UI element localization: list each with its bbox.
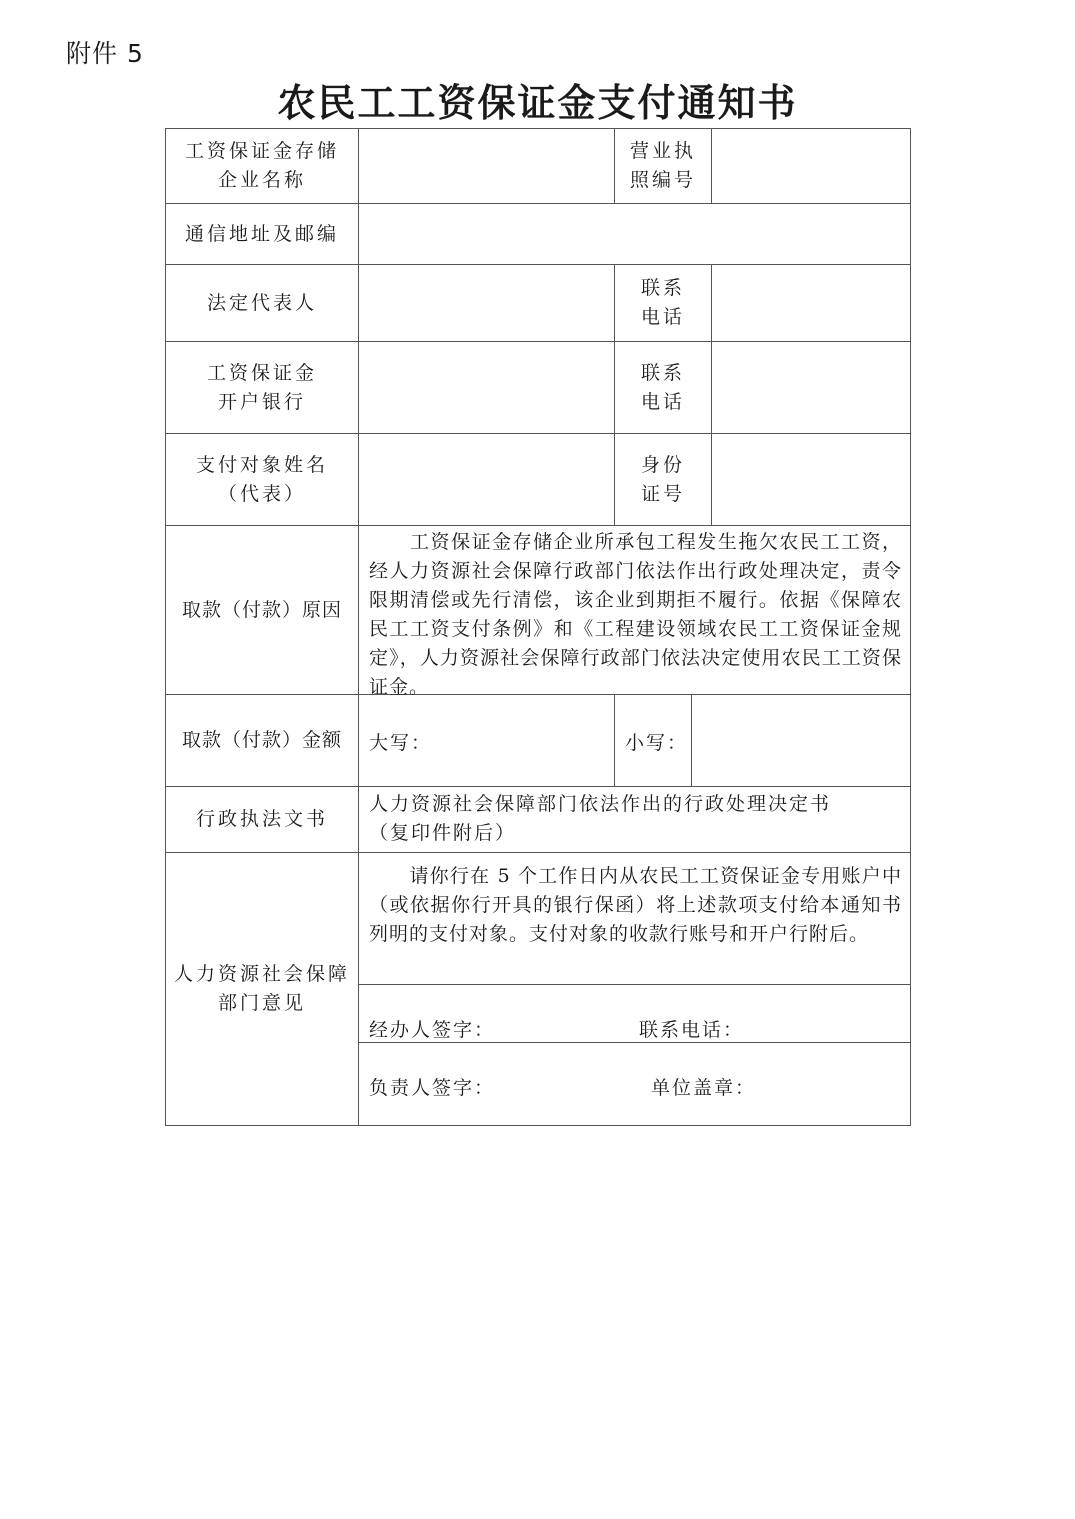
payee-label-line2: （代表） [217,482,306,505]
phone-label-line2: 电话 [640,390,685,413]
unit-seal-label: 单位盖章： [651,1077,757,1099]
handler-sign-label: 经办人签字： [369,1019,496,1041]
payee-label [166,434,358,525]
legal-rep-field[interactable] [359,265,614,341]
document-text-line2: （复印件附后） [369,822,517,844]
reason-text: 工资保证金存储企业所承包工程发生拖欠农民工工资，经人力资源社会保障行政部门依法作出行政处理决定，责令限期清偿或先行清偿，该企业到期拒不履行。依据《保障农民工工资支付条例》和《工程建设领域农民工工资保证金规定》，人力资源社会保障行政部门依法决定使用农民工工资保证金。 [369,531,902,698]
opinion-label-line1: 人力资源社会保障 [173,963,350,985]
reason-label [166,526,358,694]
license-label-line2: 照编号 [629,169,696,191]
amount-uppercase-label: 大写： [369,732,433,754]
license-number-label [615,129,711,203]
id-label-line2: 证号 [640,482,685,505]
enterprise-label-line1: 工资保证金存储 [184,140,339,162]
amount-uppercase-field[interactable] [426,695,614,786]
phone-label-line1: 联系 [640,361,685,384]
phone-label-line2: 电话 [640,306,685,328]
page-title: 农民工工资保证金支付通知书 [277,80,798,125]
legal-rep-label-text: 法定代表人 [206,291,317,314]
payee-label-line1: 支付对象姓名 [195,453,328,476]
amount-label-text: 取款（付款）金额 [181,729,342,751]
document-label [166,787,358,852]
contact-phone-label: 联系电话： [639,1019,745,1041]
amount-lowercase-label: 小写： [625,732,689,754]
address-field[interactable] [359,204,910,264]
bank-field[interactable] [359,342,614,433]
opinion-text: 请你行在 5 个工作日内从农民工工资保证金专用账户中（或依据你行开具的银行保函）将上述款项支付给本通知书列明的支付对象。支付对象的收款行账号和开户行附后。 [369,865,902,945]
license-number-field[interactable] [712,129,910,203]
notice-form [165,128,911,1126]
bank-label-line1: 工资保证金 [206,361,317,384]
document-label-text: 行政执法文书 [195,808,328,830]
bank-label [166,342,358,433]
bank-phone-field[interactable] [712,342,910,433]
opinion-label-line2: 部门意见 [217,992,306,1014]
legal-rep-label [166,265,358,341]
amount-label [166,695,358,786]
enterprise-name-field[interactable] [359,129,614,203]
opinion-divider [358,1042,910,1043]
opinion-divider [358,984,910,985]
id-number-label [615,434,711,525]
legal-rep-phone-label [615,265,711,341]
license-label-line1: 营业执 [629,140,696,162]
amount-lowercase-field[interactable] [692,695,910,786]
column-divider [614,694,615,786]
legal-rep-phone-field[interactable] [712,265,910,341]
enterprise-name-label [166,129,358,203]
attachment-number: 附件 5 [66,39,144,68]
opinion-label [166,853,358,1125]
address-label-text: 通信地址及邮编 [184,222,339,245]
reason-label-text: 取款（付款）原因 [181,598,342,621]
payee-field[interactable] [359,434,614,525]
phone-label-line1: 联系 [640,277,685,299]
leader-sign-label: 负责人签字： [369,1077,496,1099]
id-number-field[interactable] [712,434,910,525]
document-text [369,790,902,848]
enterprise-label-line2: 企业名称 [217,169,306,191]
id-label-line1: 身份 [640,453,685,476]
address-label [166,204,358,264]
document-text-line1: 人力资源社会保障部门依法作出的行政处理决定书 [369,793,832,815]
bank-phone-label [615,342,711,433]
bank-label-line2: 开户银行 [217,390,306,413]
